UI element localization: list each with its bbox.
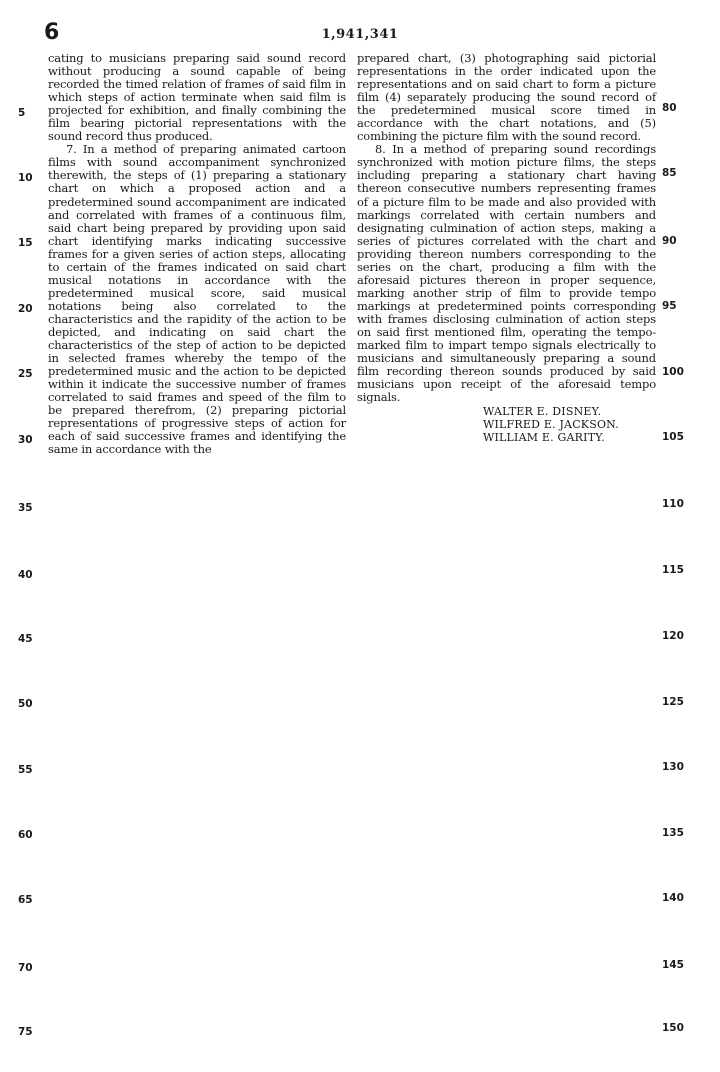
inventor-name: WILLIAM E. GARITY.	[483, 431, 605, 445]
inventor-signatures	[483, 405, 656, 444]
claim-7-continuation: prepared chart, (3) photographing said pictorial representations in the order indicated upon the representations and on said chart to form a picture film (4) separately producing the sound record of the predetermined musical score timed in accordance with the chart notations, and (5) combining the picture film with the sound record.	[357, 51, 656, 144]
line-number-left: 60	[18, 829, 33, 841]
line-number-right: 145	[662, 959, 684, 971]
line-number-left: 15	[18, 237, 33, 249]
page-number: 6	[44, 20, 60, 45]
claim-6-continuation: cating to musicians preparing said sound record without producing a sound capable of being recorded the timed relation of frames of said film in which steps of action terminate when said film is projected for exhibition, and finally combining the film bearing pictorial representations with the sound record thus produced.	[48, 51, 346, 144]
right-column	[357, 52, 656, 444]
claim-8: 8. In a method of preparing sound recordings synchronized with motion picture films, the steps including preparing a stationary chart having thereon consecutive numbers representing frames of a picture film to be made and also provided with markings correlated with certain numbers and designating culmination of action steps, making a series of pictures correlated with the chart and providing thereon numbers corresponding to the series on the chart, producing a film with the aforesaid pictures thereon in proper sequence, marking another strip of film to provide tempo markings at predetermined points corresponding with frames disclosing culmination of action steps on said first mentioned film, operating the tempo-marked film to impart tempo signals electrically to musicians and simultaneously preparing a sound film recording thereon sounds produced by said musicians upon receipt of the aforesaid tempo signals.	[357, 142, 656, 405]
line-number-left: 70	[18, 962, 33, 974]
line-number-right: 100	[662, 366, 684, 378]
line-number-left: 45	[18, 633, 33, 645]
line-number-right: 115	[662, 564, 684, 576]
line-number-left: 5	[18, 107, 26, 119]
line-number-left: 75	[18, 1026, 33, 1038]
line-number-right: 85	[662, 167, 677, 179]
line-number-right: 105	[662, 431, 684, 443]
line-number-left: 10	[18, 172, 33, 184]
line-number-left: 25	[18, 368, 33, 380]
line-number-left: 50	[18, 698, 33, 710]
line-number-left: 35	[18, 502, 33, 514]
line-number-right: 150	[662, 1022, 684, 1034]
line-number-right: 120	[662, 630, 684, 642]
claim-7: 7. In a method of preparing animated cartoon films with sound accompaniment synchronized therewith, the steps of (1) preparing a stationary chart on which a proposed action and a predetermined sound accompaniment are indicated and correlated with frames of a continuous film, said chart being prepared by providing upon said chart identifying marks indicating successive frames for a given series of action steps, allocating to certain of the frames indicated on said chart musical notations in accordance with the predetermined musical score, said musical notations being also correlated to the characteristics and the rapidity of the action to be depicted, and indicating on said chart the characteristics of the step of action to be depicted in selected frames whereby the tempo of the predetermined music and the action to be depicted within it indicate the successive number of frames correlated to said frames and speed of the film to be prepared therefrom, (2) preparing pictorial representations of progressive steps of action for each of said successive frames and identifying the same in accordance with the	[48, 142, 346, 457]
line-number-right: 135	[662, 827, 684, 839]
line-number-left: 40	[18, 569, 33, 581]
line-number-left: 65	[18, 894, 33, 906]
left-column	[48, 52, 346, 456]
line-number-right: 125	[662, 696, 684, 708]
line-number-right: 90	[662, 235, 677, 247]
inventor-name: WILFRED E. JACKSON.	[483, 418, 619, 432]
line-number-right: 95	[662, 300, 677, 312]
line-number-right: 130	[662, 761, 684, 773]
line-number-right: 140	[662, 892, 684, 904]
line-number-left: 55	[18, 764, 33, 776]
line-number-left: 30	[18, 434, 33, 446]
line-number-right: 110	[662, 498, 684, 510]
line-number-right: 80	[662, 102, 677, 114]
patent-number: 1,941,341	[321, 27, 399, 42]
inventor-name: WALTER E. DISNEY.	[483, 405, 602, 419]
line-number-left: 20	[18, 303, 33, 315]
